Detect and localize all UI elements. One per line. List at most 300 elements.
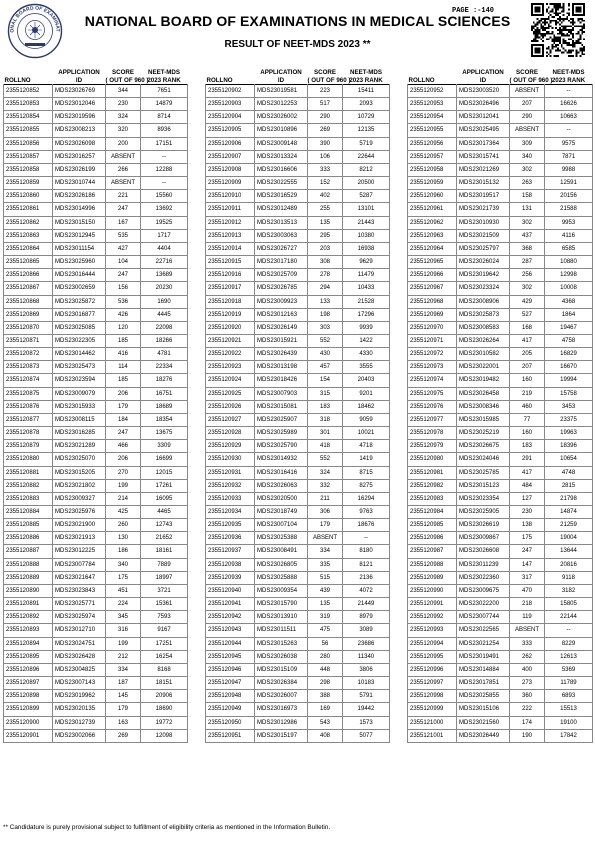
score-cell: 470	[510, 584, 545, 597]
rank-cell: 9629	[343, 256, 390, 269]
application-id-cell: MDS23014462	[53, 348, 106, 361]
rollno-cell: 2355120911	[206, 203, 255, 216]
panel-gap	[188, 677, 206, 690]
panel-gap	[188, 532, 206, 545]
rank-cell: 9167	[141, 624, 188, 637]
rank-cell: 2093	[343, 98, 390, 111]
rank-header	[545, 67, 593, 85]
rank-cell: 13675	[141, 427, 188, 440]
rollno-cell: 2355120941	[206, 598, 255, 611]
score-cell: 199	[106, 637, 141, 650]
rank-cell: 7651	[141, 85, 188, 98]
application-id-cell: MDS23009327	[53, 492, 106, 505]
rank-cell: --	[545, 624, 593, 637]
application-id-cell: MDS23012710	[53, 624, 106, 637]
rollno-cell: 2355120892	[4, 611, 53, 624]
panel-gap	[188, 150, 206, 163]
application-id-cell: MDS23026063	[255, 479, 308, 492]
application-id-cell: MDS23024046	[457, 453, 510, 466]
score-cell: 295	[308, 229, 343, 242]
score-cell: 174	[510, 716, 545, 729]
application-id-cell: MDS23019482	[457, 374, 510, 387]
logo-ring-text: ONAL BOARD OF EXAMINAT	[9, 5, 61, 33]
rank-cell: 16294	[343, 492, 390, 505]
rank-cell: --	[545, 124, 593, 137]
application-id-cell: MDS23026038	[255, 650, 308, 663]
table-row	[4, 203, 593, 216]
panel-gap	[188, 571, 206, 584]
rollno-cell: 2355120934	[206, 506, 255, 519]
application-id-cell: MDS23012163	[255, 308, 308, 321]
score-cell: 291	[510, 453, 545, 466]
table-row	[4, 663, 593, 676]
rank-cell: 3309	[141, 440, 188, 453]
application-id-cell: MDS23014996	[53, 203, 106, 216]
rollno-cell: 2355120862	[4, 216, 53, 229]
score-cell: ABSENT	[510, 124, 545, 137]
rollno-cell: 2355120859	[4, 177, 53, 190]
score-cell: 190	[510, 729, 545, 742]
panel-gap	[390, 85, 408, 98]
application-id-cell: MDS23025872	[53, 295, 106, 308]
panel-gap	[188, 177, 206, 190]
score-cell: 186	[106, 545, 141, 558]
score-cell: 290	[510, 111, 545, 124]
panel-gap	[390, 190, 408, 203]
score-cell: 138	[510, 519, 545, 532]
rollno-cell: 2355120901	[4, 729, 53, 742]
rollno-cell: 2355120886	[4, 532, 53, 545]
rollno-cell: 2355120917	[206, 282, 255, 295]
application-id-cell: MDS23025709	[255, 269, 308, 282]
score-cell: 211	[308, 492, 343, 505]
score-cell: 429	[510, 295, 545, 308]
rank-cell: 6893	[545, 690, 593, 703]
rollno-cell: 2355120865	[4, 256, 53, 269]
score-cell: 145	[106, 690, 141, 703]
application-id-cell: MDS23026619	[457, 519, 510, 532]
table-row	[4, 321, 593, 334]
application-id-cell: MDS23021560	[457, 716, 510, 729]
application-id-header-line: ID	[277, 76, 285, 84]
page-number: PAGE :-140	[452, 7, 495, 15]
application-id-cell: MDS23014884	[457, 663, 510, 676]
panel-gap	[188, 427, 206, 440]
panel-gap	[188, 67, 206, 85]
score-cell: 262	[510, 650, 545, 663]
rollno-cell: 2355120897	[4, 677, 53, 690]
application-id-cell: MDS23008213	[53, 124, 106, 137]
table-row	[4, 479, 593, 492]
rollno-cell: 2355120863	[4, 229, 53, 242]
score-cell: 536	[106, 295, 141, 308]
panel-gap	[188, 598, 206, 611]
application-id-cell: MDS23013198	[255, 361, 308, 374]
application-id-cell: MDS23015790	[255, 598, 308, 611]
score-cell: 269	[106, 729, 141, 742]
score-cell: 187	[106, 677, 141, 690]
rank-cell: 21588	[545, 203, 593, 216]
panel-gap	[188, 584, 206, 597]
rollno-header-line: ROLLNO	[408, 76, 435, 84]
rollno-cell: 2355120924	[206, 374, 255, 387]
rank-cell: 1422	[343, 334, 390, 347]
application-id-cell: MDS23013324	[255, 150, 308, 163]
panel-gap	[188, 229, 206, 242]
rollno-cell: 2355120860	[4, 190, 53, 203]
table-row	[4, 282, 593, 295]
score-cell: 302	[510, 282, 545, 295]
panel-gap	[188, 321, 206, 334]
rollno-cell: 2355120887	[4, 545, 53, 558]
score-cell: 183	[510, 440, 545, 453]
rollno-cell: 2355120976	[408, 400, 457, 413]
table-row	[4, 677, 593, 690]
rollno-cell: 2355120853	[4, 98, 53, 111]
rollno-cell: 2355120896	[4, 663, 53, 676]
application-id-header-line: ID	[75, 76, 83, 84]
panel-gap	[188, 703, 206, 716]
rollno-cell: 2355120972	[408, 348, 457, 361]
application-id-cell: MDS23017851	[457, 677, 510, 690]
rollno-cell: 2355120961	[408, 203, 457, 216]
application-id-cell: MDS23015263	[255, 637, 308, 650]
rank-cell: 1690	[141, 295, 188, 308]
score-cell: 247	[106, 427, 141, 440]
rollno-cell: 2355120997	[408, 677, 457, 690]
rollno-cell: 2355120956	[408, 137, 457, 150]
rank-cell: 16670	[545, 361, 593, 374]
rollno-cell: 2355120943	[206, 624, 255, 637]
rank-cell: 12288	[141, 163, 188, 176]
table-row	[4, 716, 593, 729]
score-cell: ABSENT	[106, 150, 141, 163]
rank-cell: 19467	[545, 321, 593, 334]
rank-cell: 18276	[141, 374, 188, 387]
panel-gap	[188, 440, 206, 453]
rank-cell: 10880	[545, 256, 593, 269]
panel-gap	[188, 387, 206, 400]
score-cell: 131	[510, 203, 545, 216]
table-row	[4, 413, 593, 426]
score-cell: 308	[308, 256, 343, 269]
application-id-cell: MDS23025989	[255, 427, 308, 440]
panel-gap	[390, 348, 408, 361]
rank-cell: 5369	[545, 663, 593, 676]
table-row	[4, 598, 593, 611]
panel-gap	[390, 453, 408, 466]
rank-cell: 18690	[141, 703, 188, 716]
score-cell: 175	[510, 532, 545, 545]
rollno-cell: 2355120946	[206, 663, 255, 676]
panel-gap	[188, 295, 206, 308]
score-header-line: SCORE	[111, 69, 134, 77]
panel-gap	[188, 650, 206, 663]
rank-cell: 21528	[343, 295, 390, 308]
rank-header	[141, 67, 188, 85]
rank-cell: 12135	[343, 124, 390, 137]
rank-cell: 15560	[141, 190, 188, 203]
rank-cell: 11479	[343, 269, 390, 282]
rank-cell: 18396	[545, 440, 593, 453]
panel-gap	[188, 256, 206, 269]
rollno-cell: 2355120992	[408, 611, 457, 624]
rollno-cell: 2355120929	[206, 440, 255, 453]
application-id-cell: MDS23026496	[457, 98, 510, 111]
application-id-cell: MDS23016285	[53, 427, 106, 440]
rollno-cell: 2355120936	[206, 532, 255, 545]
panel-gap	[188, 545, 206, 558]
application-id-cell: MDS23022565	[457, 624, 510, 637]
rollno-cell: 2355121000	[408, 716, 457, 729]
rank-cell: 2136	[343, 571, 390, 584]
application-id-cell: MDS23009148	[255, 137, 308, 150]
application-id-cell: MDS23016606	[255, 163, 308, 176]
score-cell: 270	[106, 466, 141, 479]
application-id-cell: MDS23025974	[53, 611, 106, 624]
score-cell: 223	[308, 85, 343, 98]
score-cell: 160	[510, 374, 545, 387]
panel-gap	[390, 361, 408, 374]
rank-header	[343, 67, 390, 85]
application-id-cell: MDS23016444	[53, 269, 106, 282]
score-cell: 56	[308, 637, 343, 650]
rank-cell: 12098	[141, 729, 188, 742]
rollno-cell: 2355120945	[206, 650, 255, 663]
rollno-cell: 2355120931	[206, 466, 255, 479]
rank-cell: 8229	[545, 637, 593, 650]
application-id-cell: MDS23019962	[53, 690, 106, 703]
score-cell: 207	[510, 361, 545, 374]
rank-cell: 19442	[343, 703, 390, 716]
table-row	[4, 427, 593, 440]
rank-cell: 5077	[343, 729, 390, 742]
score-cell: 256	[510, 269, 545, 282]
application-id-cell: MDS23007784	[53, 558, 106, 571]
rank-cell: 4404	[141, 242, 188, 255]
panel-gap	[390, 400, 408, 413]
rank-cell: 13689	[141, 269, 188, 282]
rank-cell: 3182	[545, 584, 593, 597]
application-id-cell: MDS23008583	[457, 321, 510, 334]
application-id-cell: MDS23022305	[53, 334, 106, 347]
rank-cell: 12998	[545, 269, 593, 282]
application-id-cell: MDS23015205	[53, 466, 106, 479]
score-cell: 156	[106, 282, 141, 295]
score-cell: 332	[308, 479, 343, 492]
application-id-cell: MDS23012225	[53, 545, 106, 558]
table-row	[4, 506, 593, 519]
rollno-cell: 2355120867	[4, 282, 53, 295]
rank-cell: 4758	[545, 334, 593, 347]
application-id-cell: MDS23004825	[53, 663, 106, 676]
rank-cell: 3555	[343, 361, 390, 374]
score-cell: 515	[308, 571, 343, 584]
application-id-cell: MDS23021289	[53, 440, 106, 453]
table-row	[4, 177, 593, 190]
score-cell: 333	[308, 163, 343, 176]
rank-cell: 3453	[545, 400, 593, 413]
rollno-cell: 2355120928	[206, 427, 255, 440]
application-id-cell: MDS23003063	[255, 229, 308, 242]
rollno-cell: 2355120975	[408, 387, 457, 400]
panel-gap	[390, 611, 408, 624]
rank-cell: 22716	[141, 256, 188, 269]
score-header	[509, 67, 553, 85]
score-cell: 218	[510, 598, 545, 611]
score-cell: 183	[308, 400, 343, 413]
panel-gap	[390, 269, 408, 282]
rollno-cell: 2355120874	[4, 374, 53, 387]
application-id-cell: MDS23008115	[53, 413, 106, 426]
application-id-cell: MDS23026805	[255, 558, 308, 571]
rollno-cell: 2355120990	[408, 584, 457, 597]
score-cell: 344	[106, 85, 141, 98]
rollno-cell: 2355120902	[206, 85, 255, 98]
rank-cell: 4465	[141, 506, 188, 519]
panel-gap	[188, 716, 206, 729]
rank-cell: 16254	[141, 650, 188, 663]
table-row	[4, 637, 593, 650]
application-id-cell: MDS23019517	[457, 190, 510, 203]
rollno-cell: 2355120979	[408, 440, 457, 453]
score-cell: 185	[106, 334, 141, 347]
score-cell: 317	[510, 571, 545, 584]
score-cell: ABSENT	[308, 532, 343, 545]
score-cell: 169	[308, 703, 343, 716]
application-id-cell: MDS23025888	[255, 571, 308, 584]
table-row	[4, 387, 593, 400]
rank-cell: 18151	[141, 677, 188, 690]
application-id-header-line: APPLICATION	[260, 69, 302, 77]
rank-cell: 8936	[141, 124, 188, 137]
application-id-cell: MDS23017180	[255, 256, 308, 269]
panel-gap	[390, 532, 408, 545]
panel-gap	[188, 611, 206, 624]
panel-gap	[188, 348, 206, 361]
rollno-cell: 2355120927	[206, 413, 255, 426]
application-id-cell: MDS23012489	[255, 203, 308, 216]
rank-cell: 19963	[545, 427, 593, 440]
application-id-cell: MDS23002066	[53, 729, 106, 742]
score-cell: 185	[106, 374, 141, 387]
table-row	[4, 466, 593, 479]
panel-gap	[188, 506, 206, 519]
rank-cell: 5791	[343, 690, 390, 703]
panel-gap	[390, 177, 408, 190]
rank-header-line: NEET-MDS	[148, 69, 180, 77]
rollno-cell: 2355120855	[4, 124, 53, 137]
rank-cell: 9953	[545, 216, 593, 229]
rollno-cell: 2355120920	[206, 321, 255, 334]
panel-gap	[188, 624, 206, 637]
application-id-cell: MDS23016257	[53, 150, 106, 163]
rollno-cell: 2355120893	[4, 624, 53, 637]
application-id-cell: MDS23021739	[457, 203, 510, 216]
score-cell: 457	[308, 361, 343, 374]
application-id-cell: MDS23024751	[53, 637, 106, 650]
rank-cell: 15411	[343, 85, 390, 98]
nbems-logo	[7, 3, 63, 59]
score-cell: ABSENT	[510, 85, 545, 98]
application-id-cell: MDS23022200	[457, 598, 510, 611]
application-id-cell: MDS23009923	[255, 295, 308, 308]
score-header	[307, 67, 351, 85]
panel-gap	[390, 374, 408, 387]
panel-gap	[188, 111, 206, 124]
rank-cell: 16699	[141, 453, 188, 466]
application-id-cell: MDS23023324	[457, 282, 510, 295]
rollno-cell: 2355120881	[4, 466, 53, 479]
rank-cell: 10433	[343, 282, 390, 295]
rollno-cell: 2355120904	[206, 111, 255, 124]
table-row	[4, 611, 593, 624]
panel-gap	[188, 137, 206, 150]
rollno-cell: 2355120954	[408, 111, 457, 124]
table-row	[4, 545, 593, 558]
panel-gap	[188, 663, 206, 676]
panel-gap	[188, 453, 206, 466]
rollno-cell: 2355120964	[408, 242, 457, 255]
rollno-cell: 2355120955	[408, 124, 457, 137]
rank-cell: 8715	[343, 466, 390, 479]
application-id-cell: MDS23011239	[457, 558, 510, 571]
table-row	[4, 348, 593, 361]
rollno-cell: 2355120852	[4, 85, 53, 98]
rank-cell: 8180	[343, 545, 390, 558]
rollno-cell: 2355120856	[4, 137, 53, 150]
rollno-cell: 2355120864	[4, 242, 53, 255]
rank-cell: 16626	[545, 98, 593, 111]
rank-cell: 9575	[545, 137, 593, 150]
rank-cell: 20230	[141, 282, 188, 295]
rollno-cell: 2355120952	[408, 85, 457, 98]
application-id-cell: MDS23025388	[255, 532, 308, 545]
score-cell: 368	[510, 242, 545, 255]
application-id-cell: MDS23022001	[457, 361, 510, 374]
application-id-cell: MDS23021802	[53, 479, 106, 492]
rollno-cell: 2355120870	[4, 321, 53, 334]
rollno-cell: 2355120974	[408, 374, 457, 387]
score-cell: 340	[510, 150, 545, 163]
panel-gap	[390, 334, 408, 347]
rank-cell: 15361	[141, 598, 188, 611]
score-cell: 319	[308, 611, 343, 624]
rank-cell: 15758	[545, 387, 593, 400]
rank-cell: 11789	[545, 677, 593, 690]
application-id-cell: MDS23002659	[53, 282, 106, 295]
rank-cell: 21443	[343, 216, 390, 229]
panel-gap	[188, 374, 206, 387]
rollno-cell: 2355120872	[4, 348, 53, 361]
table-row	[4, 150, 593, 163]
rollno-cell: 2355120950	[206, 716, 255, 729]
application-id-cell: MDS23019642	[457, 269, 510, 282]
table-row	[4, 703, 593, 716]
score-cell: 309	[510, 137, 545, 150]
rollno-cell: 2355120903	[206, 98, 255, 111]
score-cell: 168	[510, 321, 545, 334]
rank-cell: 7871	[545, 150, 593, 163]
panel-gap	[390, 387, 408, 400]
score-cell: 315	[308, 387, 343, 400]
panel-gap	[188, 269, 206, 282]
rollno-cell: 2355120895	[4, 650, 53, 663]
score-cell: 230	[106, 98, 141, 111]
panel-gap	[390, 677, 408, 690]
rank-cell: 20403	[343, 374, 390, 387]
score-cell: 212	[106, 650, 141, 663]
